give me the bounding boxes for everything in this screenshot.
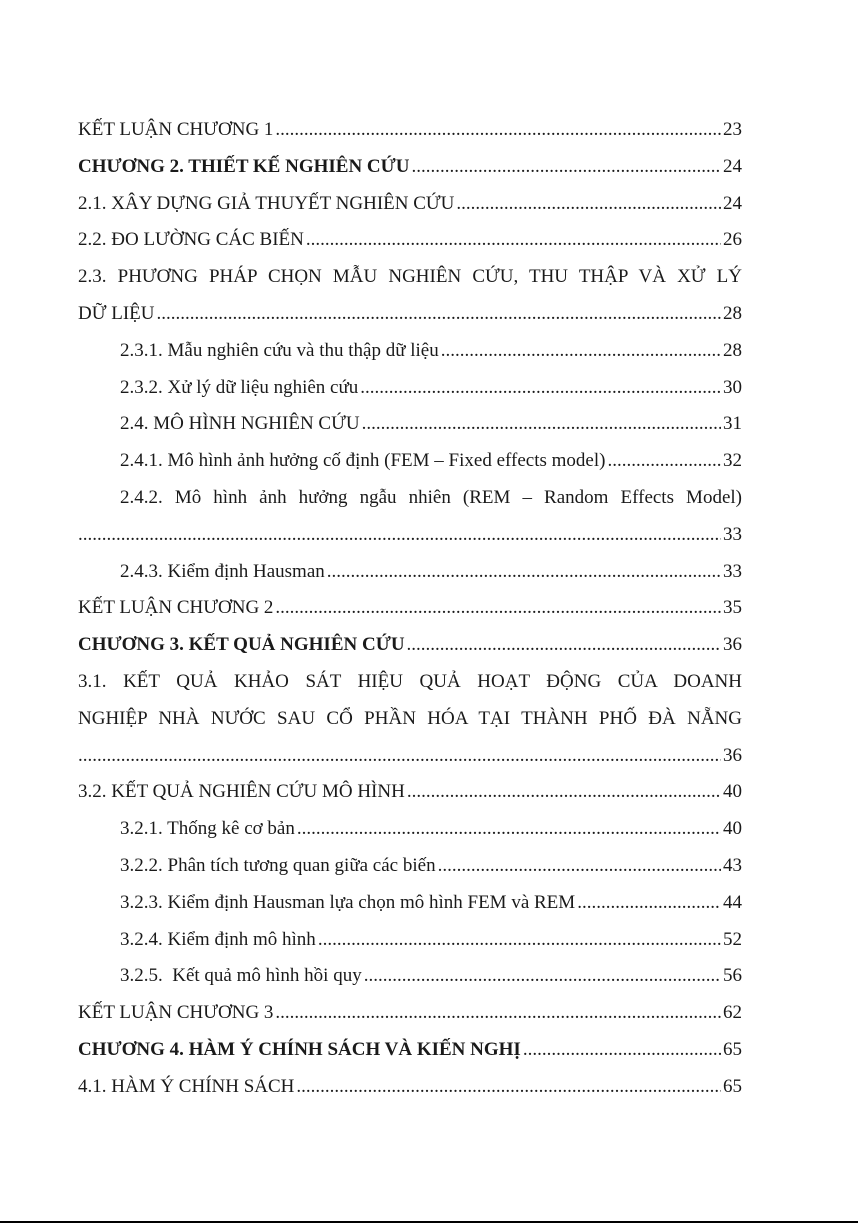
toc-entry-title: CHƯƠNG 4. HÀM Ý CHÍNH SÁCH VÀ KIẾN NGHỊ [78, 1038, 521, 1060]
toc-entry-title: KẾT LUẬN CHƯƠNG 2 [78, 597, 274, 619]
toc-page-number: 65 [723, 1075, 742, 1097]
toc-entry[interactable] [78, 885, 742, 922]
toc-entry[interactable] [78, 554, 742, 591]
toc-entry-title: 4.1. HÀM Ý CHÍNH SÁCH [78, 1075, 295, 1097]
toc-entry-wrapped-line[interactable] [78, 480, 742, 517]
toc-entry[interactable] [78, 995, 742, 1032]
dot-leader [297, 811, 721, 848]
dot-leader [456, 186, 721, 223]
toc-entry-title: 2.4.3. Kiểm định Hausman [120, 560, 325, 582]
toc-page-number: 33 [723, 523, 742, 545]
toc-page-number: 65 [723, 1038, 742, 1060]
toc-entry[interactable] [78, 590, 742, 627]
toc-page-number: 31 [723, 413, 742, 435]
toc-entry[interactable] [78, 922, 742, 959]
toc-entry[interactable] [78, 406, 742, 443]
dot-leader [78, 517, 721, 554]
toc-entry[interactable] [78, 333, 742, 370]
toc-entry-title: 2.4.1. Mô hình ảnh hưởng cố định (FEM – Fixed effects model) [120, 450, 606, 472]
toc-entry-title: 2.3.2. Xử lý dữ liệu nghiên cứu [120, 376, 359, 398]
toc-entry[interactable] [78, 517, 742, 554]
dot-leader [306, 222, 721, 259]
toc-entry[interactable] [78, 296, 742, 333]
toc-entry-title: 3.2. KẾT QUẢ NGHIÊN CỨU MÔ HÌNH [78, 781, 405, 803]
toc-entry-wrapped-line[interactable] [78, 259, 742, 296]
dot-leader [438, 848, 721, 885]
toc-page-number: 30 [723, 376, 742, 398]
toc-entry-wrapped-line[interactable] [78, 701, 742, 738]
toc-entry-wrapped-line[interactable] [78, 664, 742, 701]
toc-entry[interactable] [78, 848, 742, 885]
dot-leader [275, 112, 721, 149]
toc-entry-title: 3.2.1. Thống kê cơ bản [120, 818, 295, 840]
dot-leader [607, 443, 721, 480]
toc-page-number: 23 [723, 119, 742, 140]
dot-leader [362, 406, 721, 443]
toc-page-number: 32 [723, 450, 742, 472]
toc-entry-title: 2.2. ĐO LƯỜNG CÁC BIẾN [78, 229, 304, 251]
dot-leader [407, 774, 721, 811]
dot-leader [441, 333, 721, 370]
toc-entry-title: NGHIỆP NHÀ NƯỚC SAU CỔ PHẦN HÓA TẠI THÀNH PHỐ ĐÀ NẴNG [78, 707, 742, 729]
dot-leader [327, 554, 721, 591]
toc-chapter-heading[interactable] [78, 627, 742, 664]
toc-page-number: 36 [723, 634, 742, 656]
toc-page-number: 40 [723, 818, 742, 840]
dot-leader [412, 149, 722, 186]
toc-page-number: 28 [723, 339, 742, 361]
dot-leader [364, 958, 721, 995]
toc-entry-title: 2.3. PHƯƠNG PHÁP CHỌN MẪU NGHIÊN CỨU, THU THẬP VÀ XỬ LÝ [78, 266, 742, 288]
toc-entry-title: 2.4.2. Mô hình ảnh hưởng ngẫu nhiên (REM – Random Effects Model) [120, 486, 742, 508]
dot-leader [523, 1032, 721, 1069]
toc-entry[interactable] [78, 443, 742, 480]
toc-entry[interactable] [78, 738, 742, 775]
toc-entry-title: 3.1. KẾT QUẢ KHẢO SÁT HIỆU QUẢ HOẠT ĐỘNG CỦA DOANH [78, 670, 742, 692]
dot-leader [407, 627, 721, 664]
toc-entry[interactable] [78, 1069, 742, 1106]
toc-entry[interactable] [78, 112, 742, 149]
toc-chapter-heading[interactable] [78, 1032, 742, 1069]
toc-entry-title: CHƯƠNG 3. KẾT QUẢ NGHIÊN CỨU [78, 634, 405, 656]
toc-entry[interactable] [78, 958, 742, 995]
dot-leader [275, 995, 721, 1032]
toc-page-number: 56 [723, 965, 742, 987]
toc-entry-title: KẾT LUẬN CHƯƠNG 3 [78, 1002, 274, 1024]
dot-leader [360, 370, 721, 407]
toc-entry[interactable] [78, 222, 742, 259]
toc-page-number: 35 [723, 597, 742, 619]
toc-page-number: 26 [723, 229, 742, 251]
dot-leader [275, 590, 721, 627]
toc-entry[interactable] [78, 370, 742, 407]
dot-leader [577, 885, 721, 922]
toc-entry-title: 3.2.3. Kiểm định Hausman lựa chọn mô hình FEM và REM [120, 891, 576, 913]
toc-page-number: 44 [723, 891, 742, 913]
toc-entry-title: 3.2.5. Kết quả mô hình hồi quy [120, 965, 362, 987]
dot-leader [78, 738, 721, 775]
toc-page-number: 24 [723, 192, 742, 214]
toc-page-number: 40 [723, 781, 742, 803]
toc-entry[interactable] [78, 186, 742, 223]
toc-entry-title: 3.2.2. Phân tích tương quan giữa các biến [120, 854, 436, 876]
toc-entry[interactable] [78, 811, 742, 848]
toc-page-number: 24 [723, 155, 742, 177]
dot-leader [156, 296, 721, 333]
toc-entry-title: CHƯƠNG 2. THIẾT KẾ NGHIÊN CỨU [78, 155, 410, 177]
toc-entry-title: 2.3.1. Mẫu nghiên cứu và thu thập dữ liệu [120, 339, 439, 361]
toc-entry-title: DỮ LIỆU [78, 302, 155, 324]
toc-page-number: 62 [723, 1002, 742, 1024]
toc-entry-title: 3.2.4. Kiểm định mô hình [120, 928, 316, 950]
toc-entry-title: 2.4. MÔ HÌNH NGHIÊN CỨU [120, 413, 360, 435]
toc-page-number: 33 [723, 560, 742, 582]
toc-entry[interactable] [78, 774, 742, 811]
table-of-contents [78, 112, 742, 1106]
toc-page-number: 36 [723, 744, 742, 766]
toc-page-number: 52 [723, 928, 742, 950]
page-bottom-border [0, 1221, 858, 1223]
dot-leader [296, 1069, 721, 1106]
toc-entry-title: KẾT LUẬN CHƯƠNG 1 [78, 119, 274, 140]
toc-entry-title: 2.1. XÂY DỰNG GIẢ THUYẾT NGHIÊN CỨU [78, 192, 455, 214]
toc-page-number: 43 [723, 854, 742, 876]
dot-leader [318, 922, 721, 959]
toc-chapter-heading[interactable] [78, 149, 742, 186]
toc-page-number: 28 [723, 302, 742, 324]
